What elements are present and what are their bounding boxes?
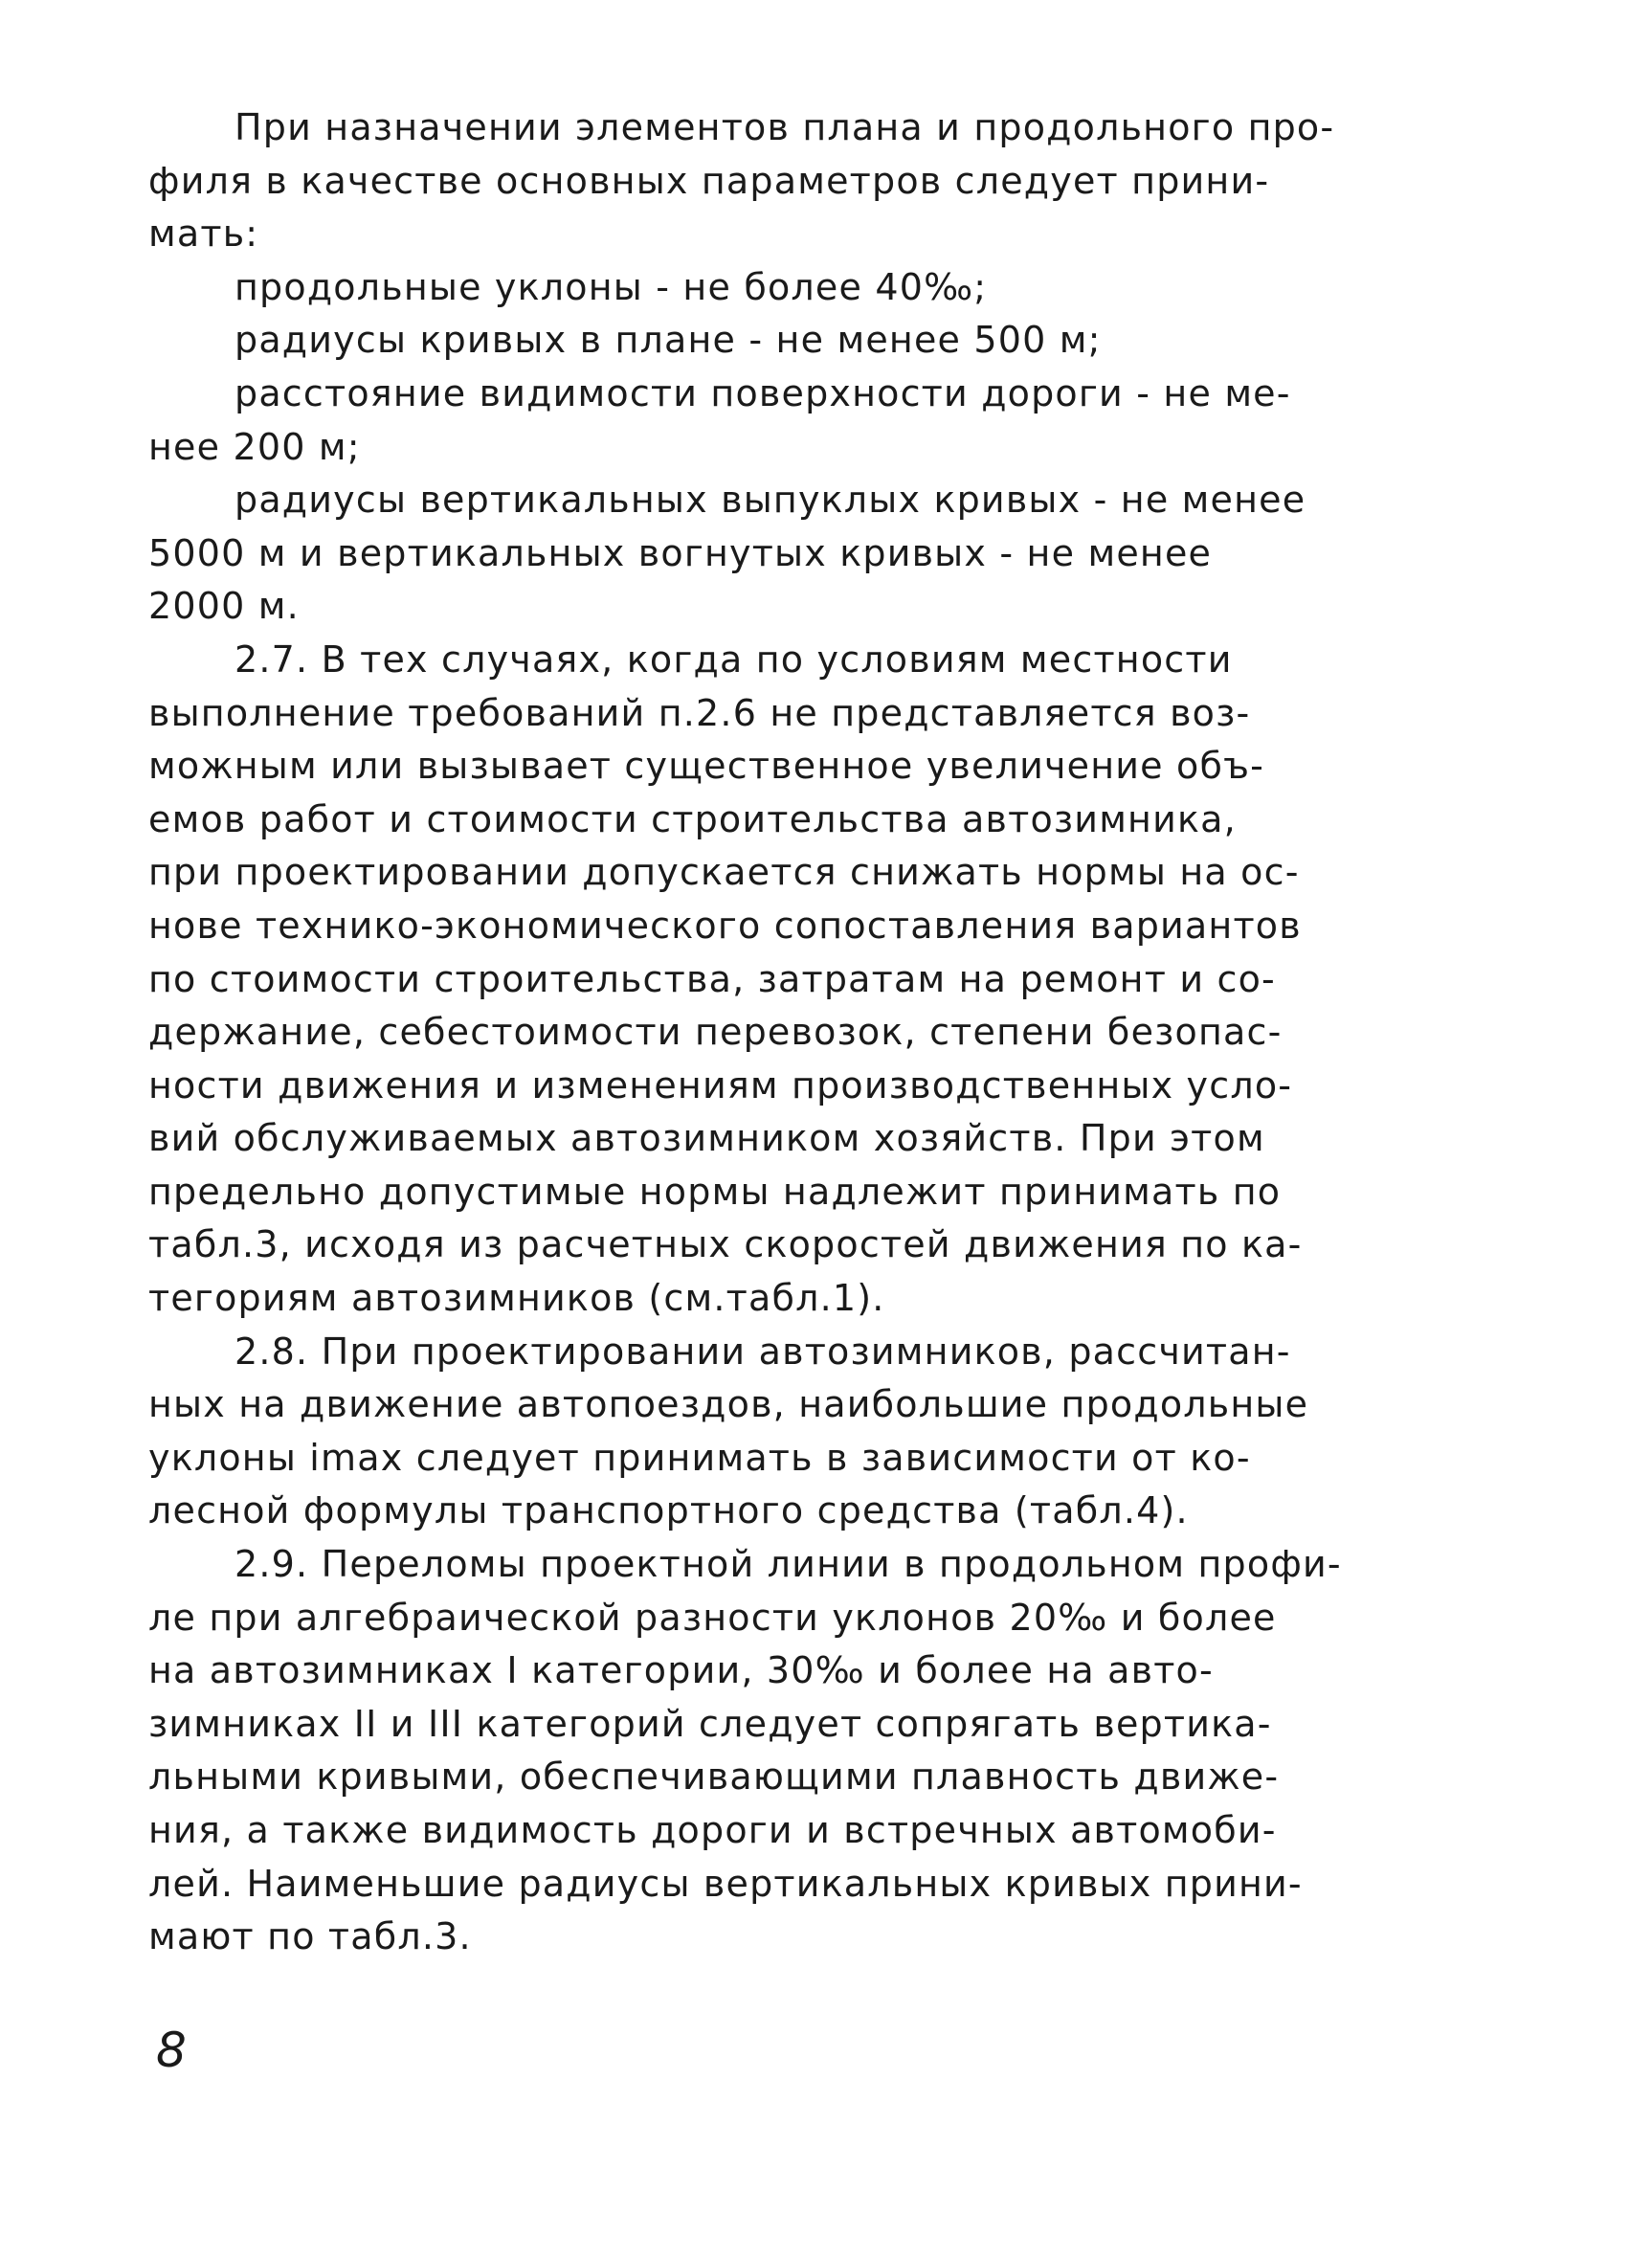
- text-line: 2.9. Переломы проектной линии в продольном профи-: [234, 1543, 1342, 1586]
- text-line: вий обслуживаемых автозимником хозяйств. При этом: [148, 1117, 1265, 1160]
- text-line: ния, а также видимость дороги и встречных автомоби-: [148, 1809, 1277, 1851]
- text-line: радиусы кривых в плане - не менее 500 м;: [234, 319, 1102, 362]
- text-line: льными кривыми, обеспечивающими плавность движе-: [148, 1755, 1280, 1799]
- text-line: 5000 м и вертикальных вогнутых кривых - не менее: [148, 531, 1213, 574]
- text-line: ности движения и изменениям производственных усло-: [148, 1063, 1293, 1107]
- text-line: 2.8. При проектировании автозимников, рассчитан-: [234, 1330, 1291, 1373]
- text-line: лесной формулы транспортного средства (табл.4).: [148, 1489, 1189, 1532]
- text-line: ных на движение автопоездов, наибольшие продольные: [148, 1383, 1309, 1426]
- text-line: предельно допустимые нормы надлежит принимать по: [148, 1170, 1282, 1213]
- text-line: емов работ и стоимости строительства автозимника,: [148, 797, 1237, 840]
- page-number: 8: [156, 2023, 187, 2078]
- text-line: уклоны imax следует принимать в зависимости от ко-: [148, 1436, 1251, 1479]
- text-line: радиусы вертикальных выпуклых кривых - не менее: [234, 479, 1306, 522]
- text-line: зимниках II и III категорий следует сопрягать вертика-: [148, 1702, 1272, 1745]
- text-line: 2000 м.: [148, 585, 300, 628]
- text-line: 2.7. В тех случаях, когда по условиям местности: [234, 637, 1233, 681]
- text-line: филя в качестве основных параметров следует прини-: [148, 159, 1270, 202]
- text-line: ле при алгебраической разности уклонов 20‰ и более: [148, 1596, 1277, 1639]
- text-line: При назначении элементов плана и продольного про-: [234, 106, 1335, 148]
- text-line: тегориям автозимников (см.табл.1).: [148, 1277, 885, 1320]
- text-line: лей. Наименьшие радиусы вертикальных кривых прини-: [148, 1862, 1303, 1905]
- text-line: выполнение требований п.2.6 не представляется воз-: [148, 691, 1251, 734]
- text-line: табл.3, исходя из расчетных скоростей движения по ка-: [148, 1223, 1303, 1266]
- text-line: мать:: [148, 212, 259, 256]
- text-line: мают по табл.3.: [148, 1915, 472, 1958]
- text-line: на автозимниках I категории, 30‰ и более на авто-: [148, 1649, 1214, 1692]
- text-line: нее 200 м;: [148, 425, 361, 468]
- text-line: расстояние видимости поверхности дороги - не ме-: [234, 371, 1291, 414]
- text-line: по стоимости строительства, затратам на ремонт и со-: [148, 957, 1276, 1000]
- text-line: держание, себестоимости перевозок, степени безопас-: [148, 1011, 1283, 1054]
- text-line: при проектировании допускается снижать нормы на ос-: [148, 851, 1300, 894]
- body-text: [148, 101, 1507, 1964]
- text-line: продольные уклоны - не более 40‰;: [234, 265, 988, 308]
- text-line: нове технико-экономического сопоставления вариантов: [148, 904, 1302, 947]
- text-line: можным или вызывает существенное увеличение объ-: [148, 745, 1265, 788]
